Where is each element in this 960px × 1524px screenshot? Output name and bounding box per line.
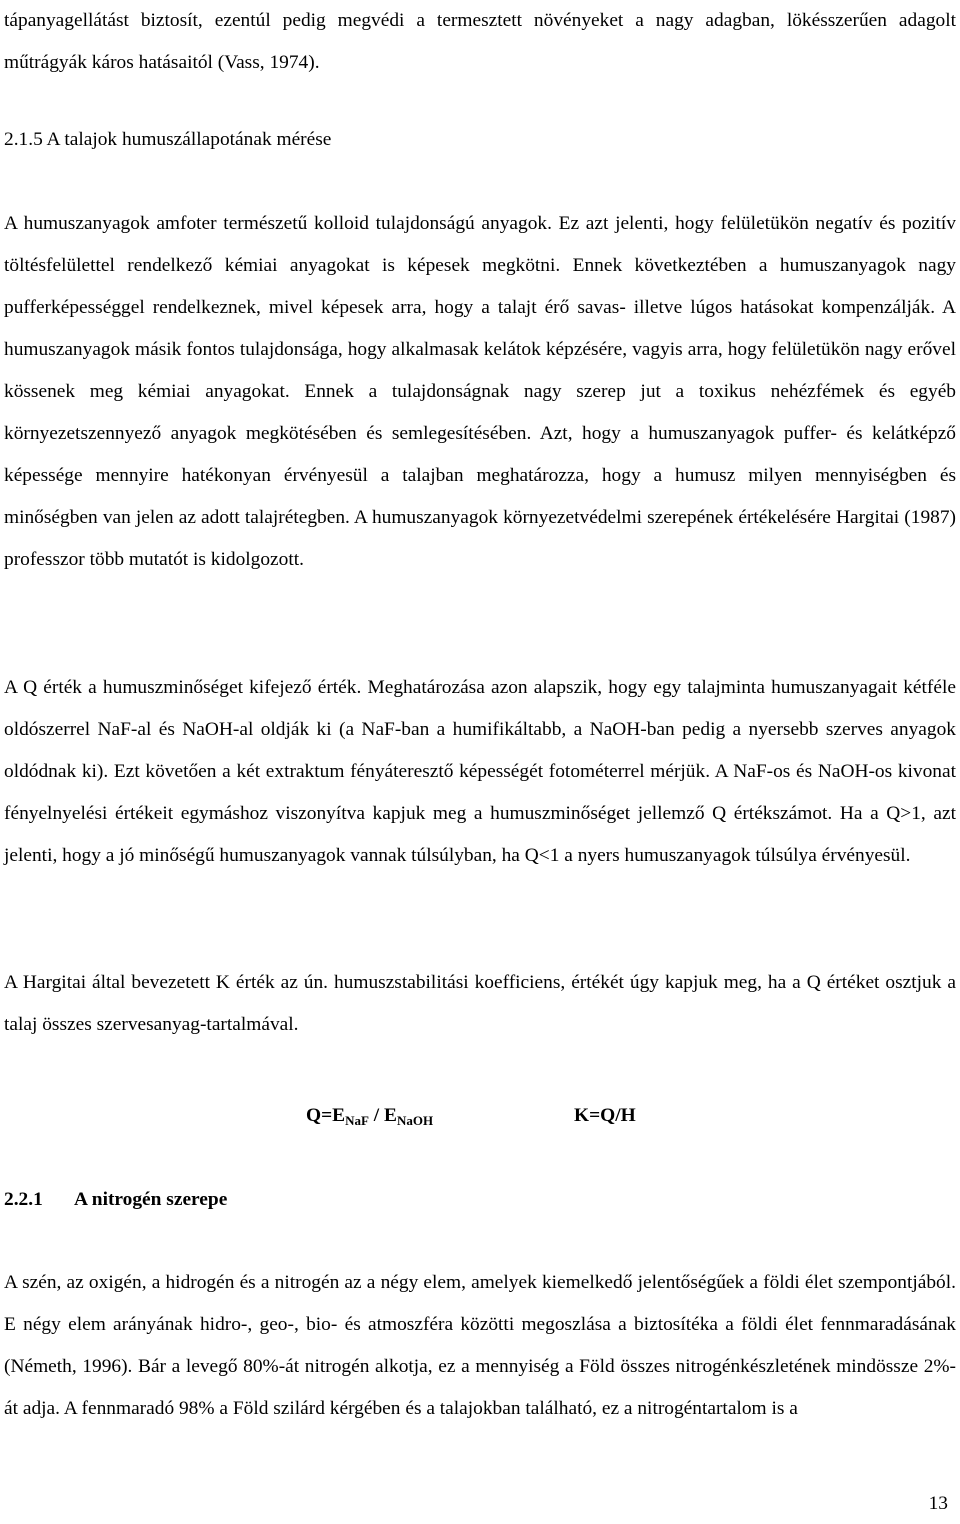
q-formula	[306, 1095, 433, 1142]
section-heading-2-1-5: 2.1.5 A talajok humuszállapotának mérése	[4, 129, 332, 150]
humus-paragraph-3: A Hargitai által bevezetett K érték az ún. humuszstabilitási koefficiens, értékét úgy kapjuk meg, ha a Q értéket osztjuk a talaj összes szervesanyag-tartalmával.	[4, 972, 956, 1035]
q-formula-sub-naoh: NaOH	[396, 1113, 434, 1128]
nitrogen-paragraph-1: A szén, az oxigén, a hidrogén és a nitrogén az a négy elem, amelyek kiemelkedő jelentőségűek a földi élet szempontjából. E négy elem arányának hidro-, geo-, bio- és atmoszféra közötti megoszlása a biztosítéka a földi élet fennmaradásának (Németh, 1996). Bár a levegő 80%-át nitrogén alkotja, ez a mennyiség a Föld összes nitrogénkészletének mindössze 2%-át adja. A fennmaradó 98% a Föld szilárd kérgében és a talajokban található, ez a nitrogéntartalom is a	[4, 1272, 956, 1419]
k-formula: K=Q/H	[574, 1105, 636, 1126]
humus-paragraph-1: A humuszanyagok amfoter természetű kolloid tulajdonságú anyagok. Ez azt jelenti, hogy felületükön negatív és pozitív töltésfelülettel rendelkező kémiai anyagokat is képesek megkötni. Ennek következtében a humuszanyagok nagy pufferképességgel rendelkeznek, mivel képesek arra, hogy a talajt érő savas- illetve lúgos hatásokat kompenzálják. A humuszanyagok másik fontos tulajdonsága, hogy alkalmasak kelátok képzésére, vagyis arra, hogy felületükön nagy erővel kössenek meg kémiai anyagokat. Ennek a tulajdonságnak nagy szerep jut a toxikus nehézfémek és egyéb környezetszennyező anyagok megkötésében és semlegesítésében. Azt, hogy a humuszanyagok puffer- és kelátképző képessége mennyire hatékonyan érvényesül a talajban meghatározza, hogy a humusz milyen mennyiségben és minőségben van jelen az adott talajrétegben. A humuszanyagok környezetvédelmi szerepének értékelésére Hargitai (1987) professzor több mutatót is kidolgozott.	[4, 213, 956, 570]
section-heading-2-2-1	[4, 1179, 227, 1221]
section-number: 2.2.1	[4, 1189, 43, 1210]
q-formula-prefix: Q=E	[306, 1105, 346, 1126]
page-number: 13	[928, 1493, 948, 1514]
section-title: A nitrogén szerepe	[74, 1189, 228, 1210]
document-page	[4, 0, 956, 1524]
q-formula-mid: / E	[368, 1105, 397, 1126]
q-formula-sub-naf: NaF	[345, 1113, 369, 1128]
humus-paragraph-2: A Q érték a humuszminőséget kifejező érték. Meghatározása azon alapszik, hogy egy talajminta humuszanyagait kétféle oldószerrel NaF-al és NaOH-al oldják ki (a NaF-ban a humifikáltabb, a NaOH-ban pedig a nyersebb szerves anyagok oldódnak ki). Ezt követően a két extraktum fényáteresztő képességét fotométerrel mérjük. A NaF-os és NaOH-os kivonat fényelnyelési értékeit egymáshoz viszonyítva kapjuk meg a humuszminőséget jellemző Q értékszámot. Ha a Q>1, azt jelenti, hogy a jó minőségű humuszanyagok vannak túlsúlyban, ha Q<1 a nyers humuszanyagok túlsúlya érvényesül.	[4, 677, 956, 866]
intro-paragraph: tápanyagellátást biztosít, ezentúl pedig megvédi a termesztett növényeket a nagy adagban, lökésszerűen adagolt műtrágyák káros hatásaitól (Vass, 1974).	[4, 10, 956, 73]
